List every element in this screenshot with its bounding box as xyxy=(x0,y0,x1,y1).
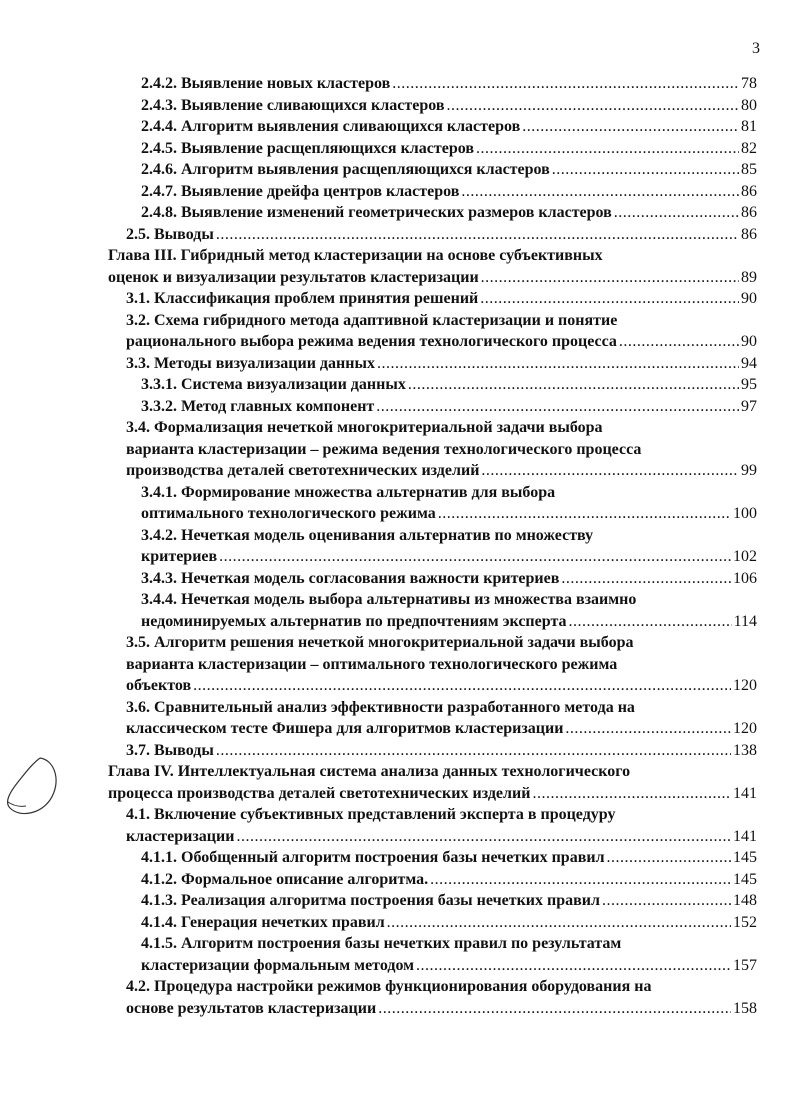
toc-page-number: 114 xyxy=(733,612,757,630)
toc-entry-title: варианта кластеризации – оптимального технологического режима xyxy=(126,655,618,673)
toc-page-number: 138 xyxy=(733,741,757,759)
toc-entry-line-last xyxy=(141,912,757,934)
toc-entry-title: недоминируемых альтернатив по предпочтениям эксперта xyxy=(141,612,567,630)
toc-page-number: 80 xyxy=(741,96,757,114)
toc-page-number: 86 xyxy=(741,204,757,221)
toc-entry-title: 2.4.7. Выявление дрейфа центров кластеров xyxy=(141,182,460,200)
toc-entry xyxy=(126,417,757,482)
toc-page-number: 100 xyxy=(733,505,757,522)
toc-entry-title: 3.3.2. Метод главных компонент xyxy=(141,397,375,415)
toc-entry-title: 3.3. Методы визуализации данных xyxy=(126,354,375,372)
toc-entry-title: процесса производства деталей светотехнических изделий xyxy=(108,784,531,802)
toc-entry-line-last xyxy=(126,224,757,246)
dot-leader xyxy=(376,396,739,418)
toc-page-number: 95 xyxy=(741,376,757,393)
toc-entry-title: оптимального технологического режима xyxy=(141,505,436,522)
toc-page-number: 106 xyxy=(733,569,757,587)
toc-entry xyxy=(141,890,757,912)
toc-entry xyxy=(141,847,757,869)
toc-entry-title: классическом тесте Фишера для алгоритмов кластеризации xyxy=(126,720,564,737)
toc-entry-title: 3.4.1. Формирование множества альтернатив для выбора xyxy=(141,483,556,501)
toc-entry xyxy=(141,396,757,418)
toc-entry-title: 2.4.8. Выявление изменений геометрических размеров кластеров xyxy=(141,204,612,221)
toc-entry-title: основе результатов кластеризации xyxy=(126,999,377,1017)
toc-entry xyxy=(141,202,757,224)
toc-entry xyxy=(141,589,757,632)
dot-leader xyxy=(438,503,731,525)
toc-entry xyxy=(141,95,757,117)
toc-entry xyxy=(141,73,757,95)
toc-entry-title: 2.4.3. Выявление сливающихся кластеров xyxy=(141,96,445,114)
dot-leader xyxy=(193,675,731,697)
toc-entry-title: кластеризации формальным методом xyxy=(141,956,415,974)
toc-entry-line-last xyxy=(126,288,757,310)
toc-entry-line-last xyxy=(108,267,757,289)
toc-entry xyxy=(141,181,757,203)
toc-entry-title: 2.5. Выводы xyxy=(126,225,214,243)
toc-page-number: 82 xyxy=(741,139,757,157)
toc-entry xyxy=(141,159,757,181)
toc-entry-line-last xyxy=(141,396,757,418)
toc-entry xyxy=(141,374,757,396)
toc-entry-line-last xyxy=(141,202,757,224)
toc-page-number: 86 xyxy=(741,182,757,200)
toc-entry-line-last xyxy=(141,159,757,181)
toc-page-number: 145 xyxy=(733,870,757,888)
toc-entry-title: критериев xyxy=(141,548,218,565)
toc-page-number: 78 xyxy=(741,75,757,92)
toc-entry-title: 3.7. Выводы xyxy=(126,741,214,759)
toc-page-number: 90 xyxy=(741,333,757,350)
dot-leader xyxy=(522,116,739,138)
toc-entry-line-last xyxy=(141,890,757,912)
toc-entry-title: рационального выбора режима ведения технологического процесса xyxy=(126,333,617,350)
dot-leader xyxy=(607,847,731,869)
toc-entry-title: 3.5. Алгоритм решения нечеткой многокритериальной задачи выбора xyxy=(126,634,634,651)
dot-leader xyxy=(614,202,739,224)
dot-leader xyxy=(461,181,739,203)
toc-entry xyxy=(126,353,757,375)
toc-entry xyxy=(126,224,757,246)
toc-page-number: 157 xyxy=(733,956,757,974)
toc-entry-title: оценок и визуализации результатов кластеризации xyxy=(108,268,479,286)
toc-entry-line-last xyxy=(126,998,757,1020)
toc-entry-line-last xyxy=(141,181,757,203)
dot-leader xyxy=(602,890,731,912)
toc-entry xyxy=(141,933,757,976)
toc-entry-line-last xyxy=(108,783,757,805)
dot-leader xyxy=(219,546,731,568)
toc-entry-title: 2.4.4. Алгоритм выявления сливающихся кластеров xyxy=(141,118,521,135)
page-number: 3 xyxy=(752,40,760,57)
dot-leader xyxy=(481,267,739,289)
toc-entry-line-last xyxy=(126,826,757,848)
toc-entry-title: 4.1.5. Алгоритм построения базы нечетких правил по результатам xyxy=(141,935,622,952)
toc-entry xyxy=(126,804,757,847)
toc-page-number: 94 xyxy=(741,354,757,372)
toc-entry xyxy=(141,482,757,525)
toc-page-number: 97 xyxy=(741,397,757,415)
toc-entry-line-last xyxy=(126,718,757,740)
toc-page-number: 85 xyxy=(741,161,757,178)
toc-entry-title: 3.1. Классификация проблем принятия решений xyxy=(126,290,479,307)
toc-entry xyxy=(126,740,757,762)
toc-page-number: 141 xyxy=(733,827,757,845)
toc-entry-title: Глава IV. Интеллектуальная система анализа данных технологического xyxy=(108,763,631,780)
dot-leader xyxy=(561,568,731,590)
dot-leader xyxy=(216,224,739,246)
toc-entry-line-last xyxy=(141,568,757,590)
dot-leader xyxy=(408,374,739,396)
toc-entry-line-last xyxy=(141,955,757,977)
toc-entry-line-last xyxy=(126,331,757,353)
dot-leader xyxy=(378,998,731,1020)
dot-leader xyxy=(481,460,739,482)
toc-page-number: 148 xyxy=(733,892,757,909)
toc-page-number: 141 xyxy=(733,784,757,802)
toc-entry-title: 2.4.2. Выявление новых кластеров xyxy=(141,75,391,92)
dot-leader xyxy=(387,912,731,934)
toc-entry-title: кластеризации xyxy=(126,827,235,845)
toc-page-number: 120 xyxy=(733,720,757,737)
toc-page-number: 89 xyxy=(741,268,757,286)
toc-page-number: 158 xyxy=(733,999,757,1017)
toc-entry-line-last xyxy=(141,503,757,525)
toc-entry-line-last xyxy=(141,611,757,633)
toc-page-number: 90 xyxy=(741,290,757,307)
toc-entry-title: 3.4.4. Нечеткая модель выбора альтернативы из множества взаимно xyxy=(141,591,637,608)
toc-entry-line-last xyxy=(141,869,757,891)
toc-page-number: 81 xyxy=(741,118,757,135)
dot-leader xyxy=(476,138,739,160)
toc-entry-title: 4.1.1. Обобщенный алгоритм построения базы нечетких правил xyxy=(141,849,605,866)
toc-entry xyxy=(141,525,757,568)
toc-entry xyxy=(126,632,757,697)
toc-entry-title: 3.6. Сравнительный анализ эффективности разработанного метода на xyxy=(126,698,635,716)
toc-page-number: 120 xyxy=(733,677,757,694)
toc-entry xyxy=(126,310,757,353)
toc-entry-title: производства деталей светотехнических изделий xyxy=(126,462,480,479)
toc-entry-line-last xyxy=(141,374,757,396)
toc-entry-line-last xyxy=(126,675,757,697)
dot-leader xyxy=(377,353,739,375)
toc-entry-line-last xyxy=(126,460,757,482)
toc-entry xyxy=(141,568,757,590)
toc-entry-title: 3.4.2. Нечеткая модель оценивания альтернатив по множеству xyxy=(141,526,594,544)
handwritten-pen-mark xyxy=(0,752,80,832)
toc-page-number: 102 xyxy=(733,548,757,565)
toc-entry-title: 2.4.5. Выявление расщепляющихся кластеров xyxy=(141,139,474,157)
toc-entry-title: 4.1. Включение субъективных представлений эксперта в процедуру xyxy=(126,806,616,823)
toc-page-number: 145 xyxy=(733,849,757,866)
dot-leader xyxy=(430,869,731,891)
toc-entry xyxy=(141,869,757,891)
toc-entry-title: 4.1.2. Формальное описание алгоритма. xyxy=(141,870,429,888)
dot-leader xyxy=(480,288,739,310)
toc-page-number: 152 xyxy=(733,913,757,931)
toc-entry-title: 3.4.3. Нечеткая модель согласования важности критериев xyxy=(141,569,560,587)
toc-entry-title: 3.3.1. Система визуализации данных xyxy=(141,376,406,393)
dot-leader xyxy=(532,783,731,805)
toc-entry-title: 3.4. Формализация нечеткой многокритериальной задачи выбора xyxy=(126,419,603,436)
dot-leader xyxy=(619,331,739,353)
toc-entry xyxy=(126,288,757,310)
toc-entry-title: 2.4.6. Алгоритм выявления расщепляющихся кластеров xyxy=(141,161,550,178)
dot-leader xyxy=(446,95,739,117)
toc-entry-line-last xyxy=(141,138,757,160)
toc-entry-title: 4.2. Процедура настройки режимов функционирования оборудования на xyxy=(126,978,652,995)
toc-entry xyxy=(126,697,757,740)
toc-entry-title: объектов xyxy=(126,677,192,694)
toc-entry-line-last xyxy=(141,73,757,95)
toc-entry xyxy=(126,976,757,1019)
toc-entry-line-last xyxy=(141,116,757,138)
dot-leader xyxy=(552,159,739,181)
dot-leader xyxy=(565,718,731,740)
toc-entry-title: 4.1.4. Генерация нечетких правил xyxy=(141,913,385,931)
toc-entry xyxy=(108,761,757,804)
dot-leader xyxy=(416,955,731,977)
toc-entry xyxy=(141,138,757,160)
dot-leader xyxy=(216,740,731,762)
toc-entry-line-last xyxy=(141,95,757,117)
toc-entry-line-last xyxy=(126,353,757,375)
toc-entry xyxy=(108,245,757,288)
dot-leader xyxy=(236,826,731,848)
toc-page-number: 99 xyxy=(741,462,757,479)
toc-entry-line-last xyxy=(126,740,757,762)
toc-entry-line-last xyxy=(141,847,757,869)
toc-entry-title: 4.1.3. Реализация алгоритма построения базы нечетких правил xyxy=(141,892,600,909)
toc-entry xyxy=(141,116,757,138)
toc-entry-title: Глава III. Гибридный метод кластеризации на основе субъективных xyxy=(108,247,603,264)
toc-page-number: 86 xyxy=(741,225,757,243)
dot-leader xyxy=(569,611,732,633)
toc-entry-title: 3.2. Схема гибридного метода адаптивной кластеризации и понятие xyxy=(126,311,618,329)
toc-entry-line-last xyxy=(141,546,757,568)
dot-leader xyxy=(392,73,739,95)
toc-entry xyxy=(141,912,757,934)
toc-entry-title: варианта кластеризации – режима ведения технологического процесса xyxy=(126,440,642,458)
